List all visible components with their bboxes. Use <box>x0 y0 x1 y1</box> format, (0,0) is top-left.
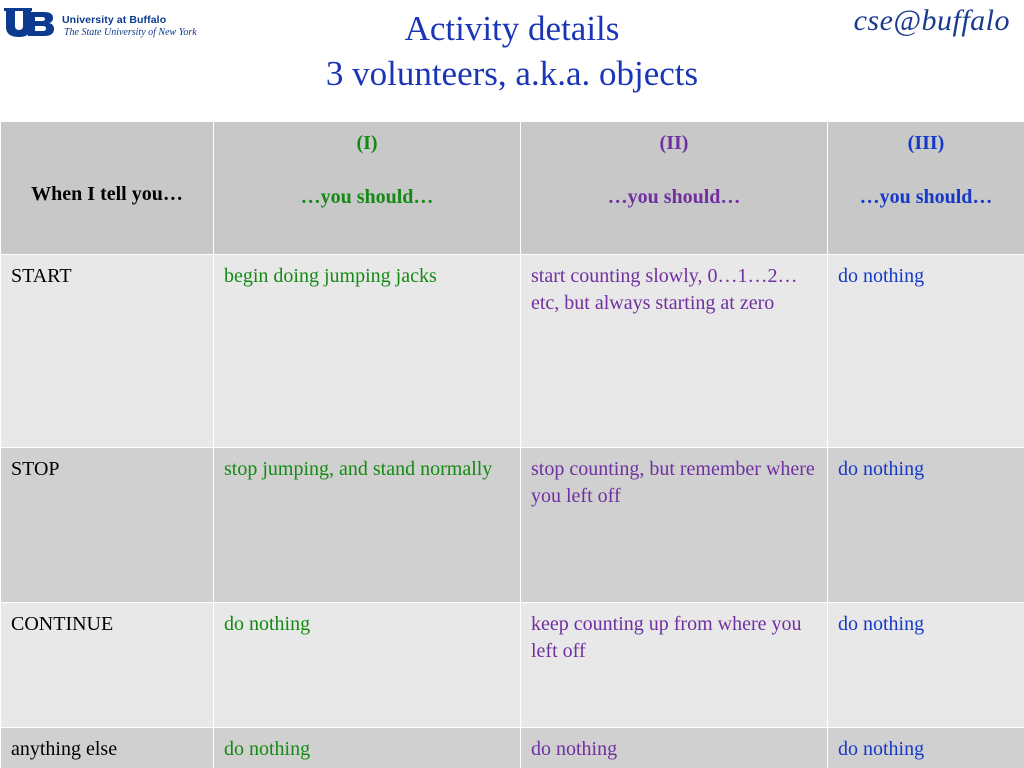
command-cell: CONTINUE <box>1 603 214 728</box>
volunteer-1-action: do nothing <box>214 603 521 728</box>
header-when-i-tell-you: When I tell you… <box>1 122 214 255</box>
volunteer-3-should: …you should… <box>859 186 993 208</box>
volunteer-3-action: do nothing <box>828 728 1024 768</box>
volunteer-1-action: stop jumping, and stand normally <box>214 448 521 603</box>
volunteer-1-number: (I) <box>356 132 378 154</box>
volunteer-2-action: start counting slowly, 0…1…2… etc, but always starting at zero <box>521 255 828 448</box>
activity-table-wrapper <box>0 121 1024 768</box>
command-cell: START <box>1 255 214 448</box>
university-name: University at Buffalo <box>62 14 167 26</box>
volunteer-3-action: do nothing <box>828 448 1024 603</box>
volunteer-1-should: …you should… <box>300 186 434 208</box>
ub-logo <box>4 8 204 42</box>
volunteer-2-number: (II) <box>659 132 689 154</box>
activity-table <box>0 121 1024 768</box>
command-cell: anything else <box>1 728 214 768</box>
volunteer-2-action: keep counting up from where you left off <box>521 603 828 728</box>
slide-title <box>200 6 824 96</box>
command-cell: STOP <box>1 448 214 603</box>
table-row <box>1 603 1024 728</box>
volunteer-2-action: do nothing <box>521 728 828 768</box>
volunteer-1-action: begin doing jumping jacks <box>214 255 521 448</box>
volunteer-3-action: do nothing <box>828 255 1024 448</box>
volunteer-3-number: (III) <box>907 132 945 154</box>
volunteer-1-action: do nothing <box>214 728 521 768</box>
title-line-2: 3 volunteers, a.k.a. objects <box>325 54 699 93</box>
header-volunteer-1 <box>214 122 521 255</box>
volunteer-2-should: …you should… <box>607 186 741 208</box>
volunteer-2-action: stop counting, but remember where you left off <box>521 448 828 603</box>
ub-monogram-icon <box>4 8 56 38</box>
table-row <box>1 728 1024 768</box>
university-subtitle: The State University of New York <box>64 27 197 38</box>
title-line-1: Activity details <box>404 9 620 48</box>
header-volunteer-3 <box>828 122 1024 255</box>
volunteer-3-action: do nothing <box>828 603 1024 728</box>
header-volunteer-2 <box>521 122 828 255</box>
cse-buffalo-logo: cse@buffalo <box>853 4 1010 37</box>
table-row <box>1 448 1024 603</box>
table-header-row <box>1 122 1024 255</box>
table-row <box>1 255 1024 448</box>
